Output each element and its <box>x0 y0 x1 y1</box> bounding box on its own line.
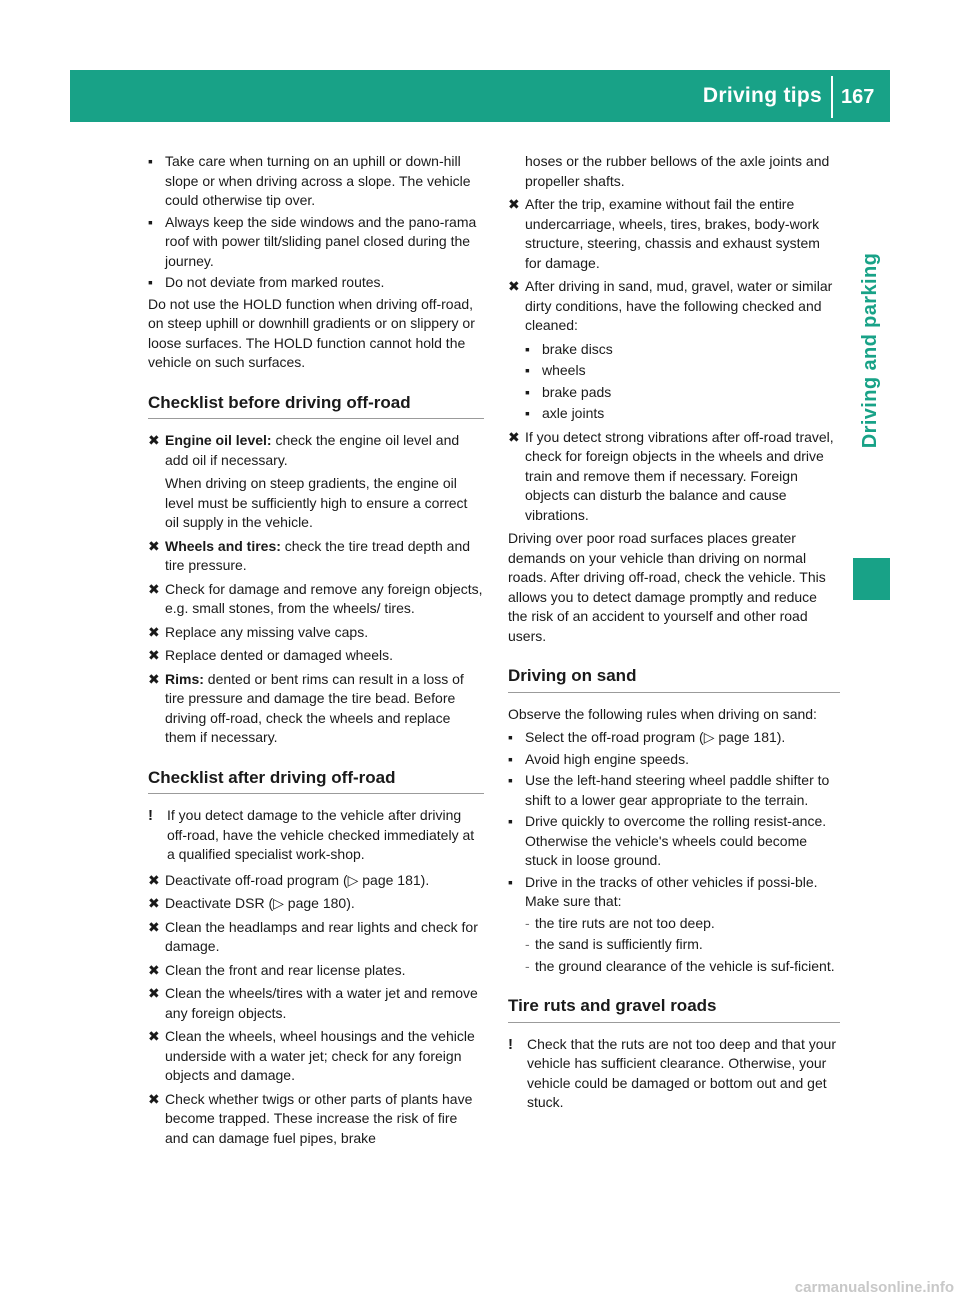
heading-checklist-before: Checklist before driving off-road <box>148 393 484 420</box>
list-item: ▪ Select the off-road program (▷ page 181). <box>508 728 840 748</box>
step-icon: ✖ <box>148 1090 160 1107</box>
section-marker-block <box>853 558 890 600</box>
dash-icon: - <box>525 957 530 974</box>
bullet-icon: ▪ <box>148 153 153 169</box>
step-continuation: hoses or the rubber bellows of the axle joints and propeller shafts. <box>525 153 830 189</box>
step-followup: When driving on steep gradients, the engine oil level must be sufficiently high to ensure a correct oil supply in the vehicle. <box>165 475 468 530</box>
list-item: ▪ Avoid high engine speeds. <box>508 750 840 770</box>
section-label: Driving and parking <box>859 252 882 448</box>
step-icon: ✖ <box>148 1028 160 1044</box>
step-item: ✖ Rims: dented or bent rims can result in a loss of tire pressure and damage the tire bead. Before driving off-road, check the wheels and replace them if necessary. <box>148 670 464 745</box>
step-item: ✖ After the trip, examine without fail the entire undercarriage, wheels, tires, brakes, body-work structure, steering, chassis and exhaust system for damage. <box>508 196 820 271</box>
dash-item: - the sand is sufficiently firm. <box>508 935 840 955</box>
left-column <box>148 152 484 1152</box>
list-item: ▪ Use the left-hand steering wheel paddle shifter to shift to a lower gear appropriate to the terrain. <box>508 772 830 808</box>
bullet-icon: ▪ <box>525 362 530 378</box>
step-icon: ✖ <box>148 985 160 1001</box>
section-tab <box>860 160 882 540</box>
warning-note: ! If you detect damage to the vehicle after driving off-road, have the vehicle checked immediately at a qualified specialist work-shop. <box>148 807 475 862</box>
step-item: ✖ Clean the headlamps and rear lights and check for damage. <box>148 918 478 954</box>
step-item: ✖ Check for damage and remove any foreign objects, e.g. small stones, from the wheels/ tires. <box>148 580 483 616</box>
step-icon: ✖ <box>148 537 160 554</box>
bullet-icon: ▪ <box>508 813 513 829</box>
step-icon: ✖ <box>148 432 160 448</box>
dash-item: - the tire ruts are not too deep. <box>508 914 840 934</box>
bullet-icon: ▪ <box>525 405 530 421</box>
step-item: ✖ Deactivate off-road program (▷ page 181). <box>148 871 484 891</box>
list-item: ▪ brake discs <box>525 340 840 360</box>
warning-icon: ! <box>148 807 153 824</box>
warning-icon: ! <box>508 1035 513 1053</box>
step-item: ✖ After driving in sand, mud, gravel, water or similar dirty conditions, have the following checked and cleaned: ▪ brake discs ▪ wheels ▪ brake pads ▪ axle joints <box>508 277 840 424</box>
page-number: 167 <box>841 86 875 108</box>
watermark: carmanualsonline.info <box>794 1279 954 1296</box>
step-icon: ✖ <box>148 647 160 663</box>
step-item: ✖ Replace any missing valve caps. <box>148 623 484 643</box>
header-divider <box>831 76 833 118</box>
list-item: ▪ Do not deviate from marked routes. <box>148 273 484 293</box>
step-icon: ✖ <box>148 961 160 978</box>
step-item: ✖ Replace dented or damaged wheels. <box>148 646 484 666</box>
step-icon: ✖ <box>148 623 160 640</box>
step-icon: ✖ <box>508 278 520 294</box>
list-item: ▪ Always keep the side windows and the pano-rama roof with power tilt/sliding panel closed during the journey. <box>148 213 477 269</box>
bullet-icon: ▪ <box>508 729 513 745</box>
step-item: ✖ Clean the front and rear license plates. <box>148 961 484 981</box>
list-item: ▪ wheels <box>525 361 840 381</box>
list-item: ▪ axle joints <box>525 404 840 424</box>
bullet-icon: ▪ <box>508 873 513 890</box>
list-item: ▪ Take care when turning on an uphill or down-hill slope or when driving across a slope. The vehicle could otherwise tip over. <box>148 153 471 208</box>
bullet-icon: ▪ <box>525 340 530 357</box>
dash-icon: - <box>525 914 530 931</box>
step-icon: ✖ <box>508 428 520 445</box>
bullet-icon: ▪ <box>148 274 153 290</box>
list-item: ▪ Drive quickly to overcome the rolling resist-ance. Otherwise the vehicle's wheels could become stuck in loose ground. <box>508 813 827 868</box>
warning-note: ! Check that the ruts are not too deep and that your vehicle has sufficient clearance. Otherwise, your vehicle could be damaged or bottom out and get stuck. <box>508 1035 836 1110</box>
list-item: ▪ Drive in the tracks of other vehicles if possi-ble. Make sure that: <box>508 873 818 909</box>
step-item: ✖ Engine oil level: check the engine oil level and add oil if necessary. When driving on steep gradients, the engine oil level must be sufficiently high to ensure a correct oil supply in the vehicle. <box>148 431 484 533</box>
dash-icon: - <box>525 936 530 952</box>
heading-tire-ruts: Tire ruts and gravel roads <box>508 996 840 1023</box>
step-item: ✖ If you detect strong vibrations after off-road travel, check for foreign objects in the wheels and drive train and remove them if necessary. Foreign objects can disturb the balance and cause vibrations. <box>508 428 834 523</box>
step-item: ✖ Check whether twigs or other parts of plants have become trapped. These increase the risk of fire and can damage fuel pipes, brake <box>148 1090 473 1146</box>
bullet-icon: ▪ <box>508 750 513 767</box>
dash-item: - the ground clearance of the vehicle is suf-ficient. <box>508 957 840 977</box>
bullet-icon: ▪ <box>508 772 513 788</box>
step-icon: ✖ <box>508 196 520 212</box>
step-icon: ✖ <box>148 918 160 935</box>
poor-roads-paragraph: Driving over poor road surfaces places greater demands on your vehicle than driving on normal roads. After driving off-road, check the vehicle. This allows you to detect damage promptly and reduce the risk of an accident to yourself and other road users. <box>508 530 826 644</box>
hold-paragraph: Do not use the HOLD function when driving off-road, on steep uphill or downhill gradients or on slippery or loose surfaces. The HOLD function cannot hold the vehicle on such surfaces. <box>148 295 475 370</box>
step-icon: ✖ <box>148 580 160 597</box>
heading-driving-on-sand: Driving on sand <box>508 666 840 693</box>
step-icon: ✖ <box>148 871 160 888</box>
bullet-icon: ▪ <box>525 383 530 400</box>
step-item: ✖ Clean the wheels/tires with a water jet and remove any foreign objects. <box>148 985 478 1021</box>
step-item: ✖ Clean the wheels, wheel housings and the vehicle underside with a water jet; check for any foreign objects and damage. <box>148 1028 475 1083</box>
step-icon: ✖ <box>148 670 160 687</box>
bullet-icon: ▪ <box>148 213 153 230</box>
sand-intro: Observe the following rules when driving on sand: <box>508 705 817 722</box>
heading-checklist-after: Checklist after driving off-road <box>148 768 484 795</box>
step-item: ✖ Deactivate DSR (▷ page 180). <box>148 894 484 914</box>
right-column <box>508 152 840 1115</box>
step-icon: ✖ <box>148 895 160 911</box>
page-title: Driving tips <box>702 84 822 107</box>
list-item: ▪ brake pads <box>525 383 840 403</box>
step-item: ✖ Wheels and tires: check the tire tread depth and tire pressure. <box>148 537 471 573</box>
